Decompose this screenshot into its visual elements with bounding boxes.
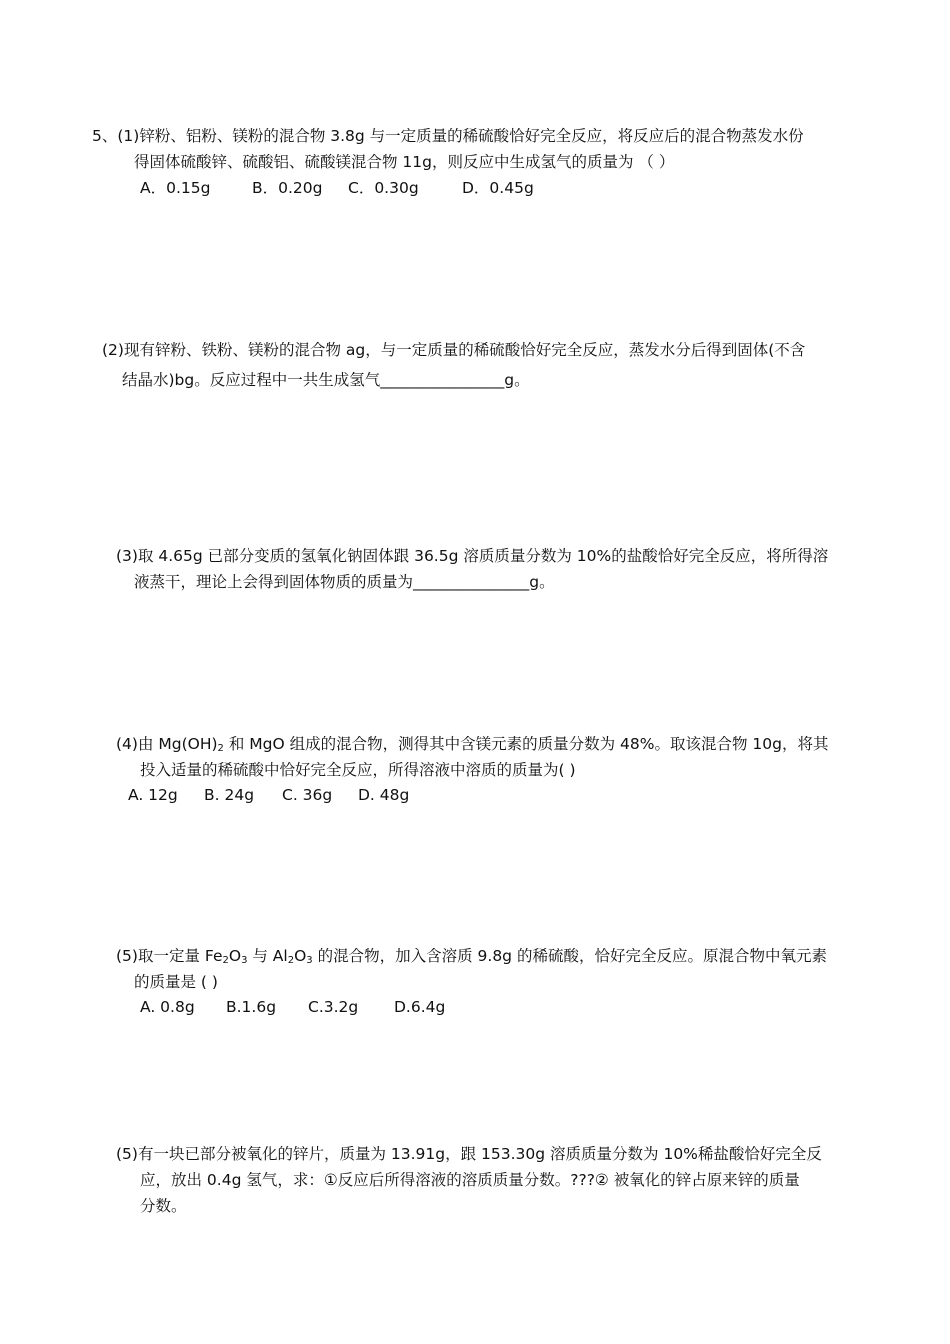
q4-option-c: C. 36g — [282, 786, 333, 804]
q1-line1: 5、(1)锌粉、铝粉、镁粉的混合物 3.8g 与一定质量的稀硫酸恰好完全反应，将反应后的混合物蒸发水份 — [92, 127, 804, 145]
q3-line1: (3)取 4.65g 已部分变质的氢氧化钠固体跟 36.5g 溶质质量分数为 10%的盐酸恰好完全反应，将所得溶 — [116, 547, 829, 565]
q4-option-a: A. 12g — [128, 786, 178, 804]
q1-option-a: A．0.15g — [140, 179, 211, 197]
q4-option-d: D. 48g — [358, 786, 410, 804]
q4-line1: (4)由 $Mg(OH)_2$ 和 MgO 组成的混合物，测得其中含镁元素的质量分数为 48%。取该混合物 10g，将其 — [116, 735, 829, 754]
q4-options — [128, 784, 409, 806]
q1-line2: 得固体硫酸锌、硫酸铝、硫酸镁混合物 11g，则反应中生成氢气的质量为 （ ） — [134, 153, 675, 171]
q2-line1: (2)现有锌粉、铁粉、镁粉的混合物 ag，与一定质量的稀硫酸恰好完全反应，蒸发水分后得到固体(不含 — [102, 341, 806, 359]
q5-line1: (5)取一定量 $Fe_2O_3$ 与 $Al_2O_3$ 的混合物，加入含溶质 9.8g 的稀硫酸，恰好完全反应。原混合物中氧元素 — [116, 947, 827, 966]
q5-line2: 的质量是 ( ) — [134, 973, 218, 991]
q5-option-a: A. 0.8g — [140, 998, 195, 1016]
q5-option-d: D.6.4g — [394, 998, 446, 1016]
q5-option-b: B.1.6g — [226, 998, 277, 1016]
q4-option-b: B. 24g — [204, 786, 255, 804]
q6-line1: (5)有一块已部分被氧化的锌片，质量为 13.91g，跟 153.30g 溶质质量分数为 10%稀盐酸恰好完全反 — [116, 1145, 822, 1163]
q1-options — [140, 177, 534, 199]
q1-option-b: B．0.20g — [252, 179, 323, 197]
q6-line2: 应，放出 0.4g 氢气，求：①反应后所得溶液的溶质质量分数。???② 被氧化的锌占原来锌的质量 — [140, 1171, 800, 1189]
q2-line2: 结晶水)bg。反应过程中一共生成氢气________________g。 — [122, 371, 530, 389]
q4-line2: 投入适量的稀硫酸中恰好完全反应，所得溶液中溶质的质量为( ) — [140, 761, 576, 779]
q1-option-c: C．0.30g — [348, 179, 419, 197]
q3-line2: 液蒸干，理论上会得到固体物质的质量为_______________g。 — [134, 573, 555, 591]
q1-option-d: D．0.45g — [462, 179, 534, 197]
q5-option-c: C.3.2g — [308, 998, 359, 1016]
q5-options — [140, 996, 445, 1018]
q6-line3: 分数。 — [140, 1197, 187, 1215]
